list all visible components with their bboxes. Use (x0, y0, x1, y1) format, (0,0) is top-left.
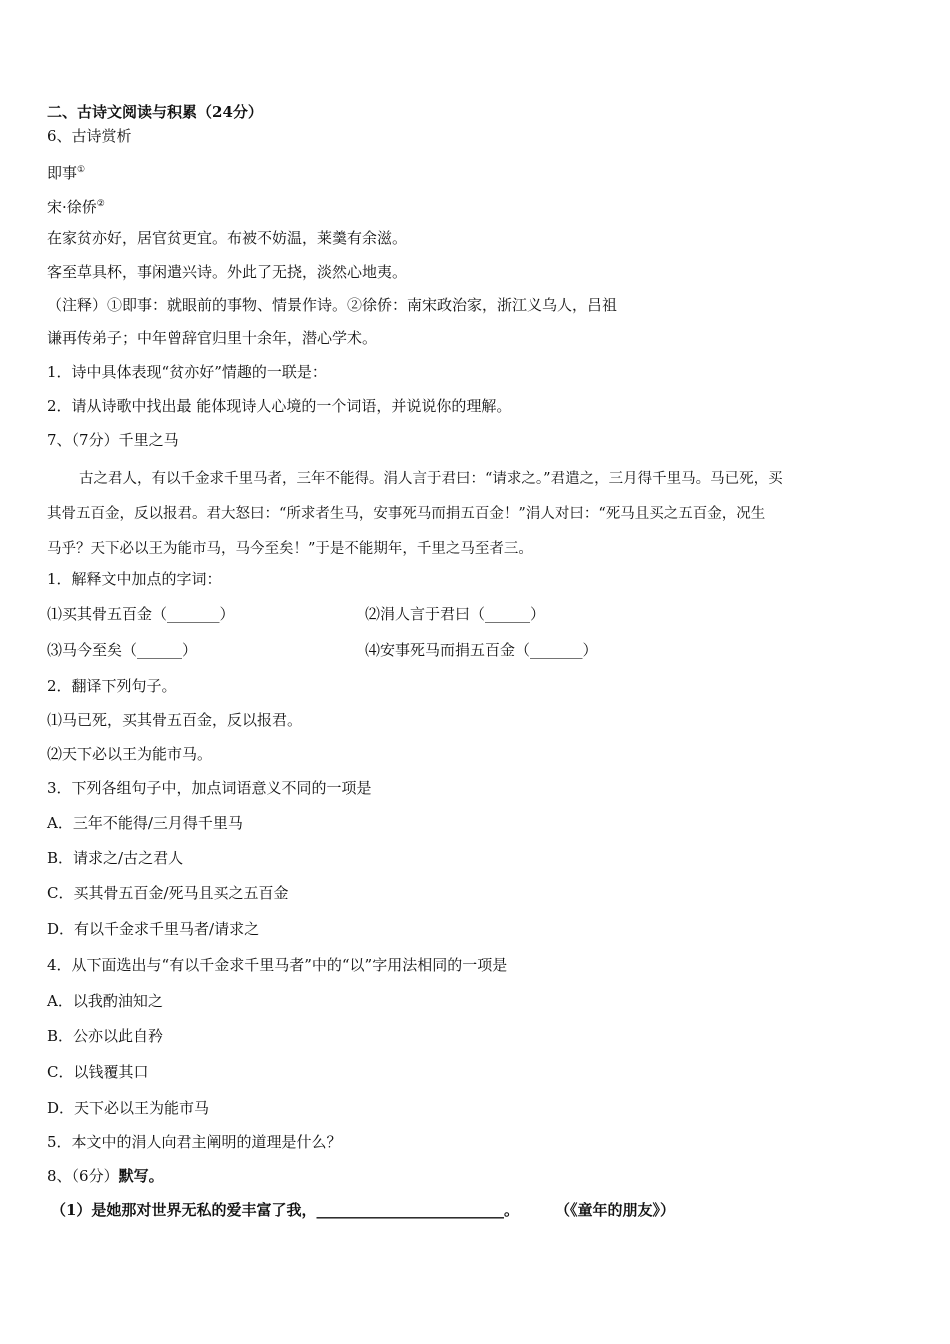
q8-heading (47, 1164, 907, 1198)
q7-sq3-stem: 3．下列各组句子中，加点词语意义不同的一项是 (47, 779, 372, 797)
q8-item1-text: （1）是她那对世界无私的爱丰富了我， (51, 1201, 317, 1219)
q7-sq1-row (47, 638, 907, 674)
q7-sq1-item: ⑷安事死马而捐五百金（_______） (365, 641, 598, 659)
poem-notes-line: （注释）①即事：就眼前的事物、情景作诗。②徐侨：南宋政治家，浙江义乌人，吕祖 (47, 296, 618, 314)
q7-sq1-row (47, 602, 907, 638)
poem-line: 客至草具杯，事闲遣兴诗。外此了无挠，淡然心地夷。 (47, 263, 408, 281)
q7-heading: 7、（7分）千里之马 (47, 431, 179, 449)
q8-item-1 (47, 1198, 907, 1232)
q7-sq1-item: ⑵涓人言于君曰（______） (365, 605, 546, 623)
q7-sq3-option: D．有以千金求千里马者/请求之 (47, 920, 260, 938)
q8-item1-blank[interactable]: _________________________ (316, 1201, 504, 1219)
q7-sq4-option: C．以钱覆其口 (47, 1063, 149, 1081)
passage-line: 其骨五百金，反以报君。君大怒曰：“所求者生马，安事死马而捐五百金！”涓人对曰：“死马且买之五百金，况生 (47, 506, 766, 522)
poem-title-text: 即事 (47, 164, 78, 182)
q7-sq4-option: B．公亦以此自矜 (47, 1027, 164, 1045)
passage-line: 马乎？天下必以王为能市马，马今至矣！”于是不能期年，千里之马至者三。 (47, 541, 533, 557)
q7-sq3-option: A．三年不能得/三月得千里马 (47, 814, 243, 832)
q7-sq3-option: C．买其骨五百金/死马且买之五百金 (47, 884, 289, 902)
q7-sq1-item: ⑴买其骨五百金（_______） (47, 605, 235, 623)
q7-sq4-stem: 4．从下面选出与“有以千金求千里马者”中的“以”字用法相同的一项是 (47, 956, 508, 974)
q7-sq1-item: ⑶马今至矣（______） (47, 641, 198, 659)
poem-title (47, 158, 907, 192)
q8-heading-prefix: 8、（6分） (47, 1167, 119, 1185)
poem-line: 在家贫亦好，居官贫更宜。布被不妨温，莱羹有余滋。 (47, 229, 408, 247)
q7-sq1-stem: 1．解释文中加点的字词： (47, 570, 222, 588)
q8-item1-end: 。 (503, 1201, 519, 1219)
section-title: 二、古诗文阅读与积累（24分） (47, 103, 263, 121)
q6-subquestion-1: 1．诗中具体表现“贫亦好”情趣的一联是： (47, 363, 327, 381)
document-page (47, 100, 907, 1232)
q7-sq4-option: A．以我酌油知之 (47, 992, 163, 1010)
q7-sq2-item: ⑵天下必以王为能市马。 (47, 745, 213, 763)
q7-sq2-stem: 2．翻译下列句子。 (47, 677, 177, 695)
poem-author (47, 192, 907, 226)
poem-title-note: ① (77, 165, 86, 175)
q6-subquestion-2: 2．请从诗歌中找出最 能体现诗人心境的一个词语，并说说你的理解。 (47, 397, 512, 415)
passage-line: 古之君人，有以千金求千里马者，三年不能得。涓人言于君曰：“请求之。”君遣之，三月得千里马。马已死，买 (79, 471, 783, 487)
poem-author-note: ② (96, 199, 105, 209)
q7-sq5: 5．本文中的涓人向君主阐明的道理是什么？ (47, 1133, 342, 1151)
q7-sq4-option: D．天下必以王为能市马 (47, 1099, 210, 1117)
q7-passage (47, 462, 907, 567)
q7-sq3-option: B．请求之/古之君人 (47, 849, 184, 867)
poem-notes-line: 谦再传弟子；中年曾辞官归里十余年，潜心学术。 (47, 329, 378, 347)
q7-sq2-item: ⑴马已死，买其骨五百金，反以报君。 (47, 711, 303, 729)
q8-heading-bold: 默写。 (118, 1167, 164, 1185)
q6-heading: 6、古诗赏析 (47, 127, 132, 145)
poem-author-text: 宋·徐侨 (47, 198, 97, 216)
q8-item1-source: （《童年的朋友》） (554, 1201, 675, 1219)
